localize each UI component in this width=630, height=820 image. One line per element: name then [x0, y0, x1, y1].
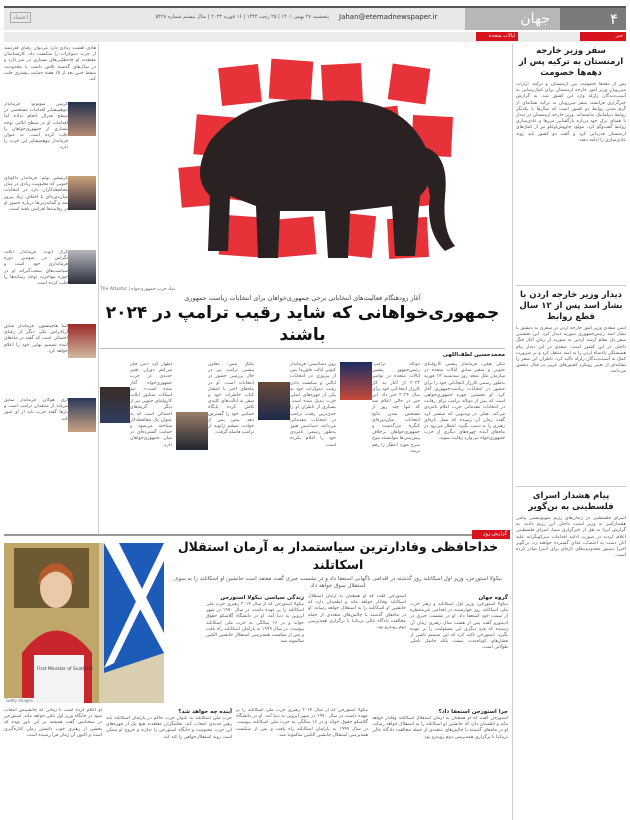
- subhead: زندگی سیاسی نیکولا استورجن: [220, 595, 304, 601]
- article-column: [206, 594, 304, 704]
- news-title: سفر وزیر خارجه ارمنستان به ترکیه پس از دهه‌ها خصومت: [518, 46, 624, 78]
- trump-photo: [340, 362, 372, 400]
- sidebar-profiles: [4, 46, 96, 530]
- sidebar-text: کریستی نوئم: فرماندار داکوتای جنوبی که محبوبیت زیادی در میان محافظه‌کاران دارد در انتخابات میان‌دوره‌ای با اختلاف زیاد پیروز شد و گمانه‌زنی‌ها درباره حضور او در رقابت‌ها افزایش یافته است.: [4, 176, 68, 213]
- profile-photo: [68, 398, 96, 432]
- profile-item: [4, 250, 96, 318]
- profile-photo: [68, 176, 96, 210]
- second-columns: [168, 594, 508, 704]
- photo-credit: Getty Images: [6, 698, 33, 703]
- news-body: پس از دهه‌ها خصومت بین ارمنستان و ترکیه، آرارات میرزویان وزیر امور خارجه ارمنستان برای کمک‌رسانی به آسیب‌دیدگان زلزله وارد این کشور شد. به گزارش خبرگزاری فرانسه، سفر میرزویان به ترکیه نشانه‌ای از گرم شدن روابط دو کشور است که سال‌ها با یکدیگر روابط دیپلماتیک نداشته‌اند. وزیر خارجه ارمنستان در دیدار با همتای ترک خود درباره بازگشایی مرزها و عادی‌سازی روابط گفت‌وگو کرد. مولود چاووش‌اوغلو نیز از کمک‌های ارمنستان قدردانی کرد و گفت دو کشور باید روند عادی‌سازی را ادامه دهند.: [516, 82, 626, 143]
- profile-photo: [68, 250, 96, 284]
- second-story-top: [168, 538, 508, 704]
- pence-photo: [176, 412, 208, 450]
- article-column-with-photo: [100, 362, 172, 532]
- column-divider: [98, 44, 99, 534]
- profile-item: [4, 176, 96, 244]
- elephant-collage-image: [100, 46, 505, 292]
- news-item: [516, 486, 626, 816]
- page-number: ۴: [560, 8, 626, 30]
- newspaper-logo: اعتماد: [10, 12, 31, 23]
- article-text: او اعلام کرده است تا زمانی که جانشینش انتخاب شود در جایگاه وزیر اول باقی خواهد ماند. استورجن در سخنانش گفت همیشه بر این باور بوده که بخشی از رهبری خوب دانستن زمان کناره‌گیری است و اکنون آن زمان فرا رسیده است.: [4, 708, 102, 738]
- article-text: نیکولا استورجن، وزیر اول اسکاتلند و رهبر حزب ملی اسکاتلند روز چهارشنبه در اقدامی غیرمنتظره از سمت خود استعفا داد. او در نشست خبری در ادینبورو گفت پس از هشت سال رهبری زمان آن رسیده که فرد دیگری این مسئولیت را بر عهده بگیرد. استورجن تاکید کرد که این تصمیم ناشی از فشارهای کوتاه‌مدت نیست بلکه حاصل تاملی طولانی است.: [410, 602, 508, 651]
- news-body: ایمن صفدی وزیر امور خارجه اردن در سفری به دمشق با بشار اسد رئیس‌جمهوری سوریه دیدار کرد. این نخستین سفر یک مقام ارشد اردنی به سوریه از زمان آغاز جنگ داخلی در این کشور است. صفدی در این دیدار پیام همبستگی پادشاه اردن را به اسد منتقل کرد و بر ضرورت کمک به آسیب‌دیدگان زلزله تاکید کرد. ناظران این سفر را نشانه‌ای از تغییر رویکرد کشورهای عربی در قبال دمشق می‌دانند.: [516, 326, 626, 375]
- issue-date: پنجشنبه ۲۷ بهمن ۱۴۰۱ | ۲۵ رجب ۱۴۴۴ | ۱۶ فوریه ۲۰۲۳ | سال بیستم شماره ۵۴۲۸: [155, 14, 329, 20]
- main-headline: جمهوری‌خواهانی که شاید رقیب ترامپ در ۲۰۲۴ باشند: [105, 303, 500, 345]
- article-column: [372, 708, 508, 816]
- section-title: جهان: [465, 8, 560, 30]
- article-text: مایک پنس: معاون پیشین ترامپ نیز در حال بررسی حضور در انتخابات است. او در ماه‌های اخیر با انتشار کتاب خاطرات خود و سفر به ایالت‌های کلیدی تلاش کرده پایگاه حمایتی خود را گسترش دهد. پنس پس از حوادث ششم ژانویه از ترامپ فاصله گرفت.: [208, 362, 254, 436]
- right-news-column: [516, 46, 626, 816]
- page-header: [4, 6, 626, 30]
- article-text: استورجن گفت که او همچنان به آرمان استقلال اسکاتلند وفادار خواهد ماند و اطمینان دارد که جانشین او اسکاتلند را به استقلال خواهد رساند. او در ماه‌های گذشته با چالش‌های متعددی از جمله مخالفت دادگاه عالی بریتانیا با برگزاری همه‌پرسی دوم روبه‌رو بود.: [308, 594, 406, 631]
- sidebar-text: آسا هاچینسون: فرماندار سابق آرکانزاس یکی دیگر از رقبای احتمالی است که گفته در ماه‌های آینده تصمیم نهایی خود را اعلام خواهد کرد.: [4, 324, 68, 354]
- sidebar-text: هادی اهمیت زیادی دارد می‌توان رقبای قدرتمند از حزب دموکرات را شکست داد. کارشناسان معتقدند او چاه‌طلبی‌های بسیاری در سر دارد و در سال‌های گذشته تلاش داشت با محدودیت سقط جنین بعد از ۱۵ هفته حمایت بیشتری جلب کند.: [4, 46, 96, 83]
- author-byline: محمدحسین لطف‌اللهی: [442, 352, 505, 358]
- article-text: دونالد ترامپ: رئیس‌جمهور پیشین ایالات متحده در نوامبر ۲۰۲۲ از آغاز به کار کارزار انتخاباتی خود برای سال ۲۰۲۴ خبر داد. این خبر در حالی اعلام شد که تنها چند روز از مشخص شدن نتایج انتخابات میان‌دوره‌ای کنگره می‌گذشت و جمهوری‌خواهان برخلاف پیش‌بینی‌ها نتوانستند موج سرخ مورد انتظار را رقم بزنند.: [372, 362, 420, 454]
- main-kicker: آغاز زودهنگام فعالیت‌های انتخاباتی برخی جمهوری‌خواهان برای انتخابات ریاست جمهوری: [184, 294, 421, 302]
- section-divider: [4, 534, 510, 536]
- tag-report: گزارش روز: [472, 530, 510, 539]
- article-column: [4, 708, 102, 816]
- news-item: [516, 285, 626, 481]
- main-story: [100, 294, 505, 532]
- sidebar-text: کریس سونونو: فرماندار نیوهمپشایر اقدامات مشخصی در سطح فدرال انجام نداده اما اقدامات او در سطح ایالتی توجه بسیاری از جمهوری‌خواهان را جلب کرده است. به عنوان فرماندار نیوهمپشایر این حزب را دارد.: [4, 102, 68, 151]
- article-column: [106, 708, 232, 816]
- profile-item: [4, 398, 96, 460]
- second-headline: خداحافظی وفادارترین سیاستمدار به آرمان استقلال اسکاتلند: [177, 539, 499, 572]
- news-body: اسرای فلسطینی در زندان‌های رژیم صهیونیستی پیامی هشدارآمیز به وزیر امنیت داخلی این رژیم دادند. به گزارش ایرنا به نقل از خبرگزاری سما، اسرای فلسطینی اعلام کردند در صورت ادامه اقدامات سرکوبگرانه علیه آنان دست به اعتصاب غذای گسترده خواهند زد. بن‌گویر اخیرا دستور محدودیت‌های تازه‌ای برای اسرا صادر کرده است.: [516, 516, 626, 559]
- byline: گروه جهان: [478, 595, 508, 601]
- headline-divider: [100, 348, 505, 349]
- desantis-photo: [258, 382, 290, 420]
- article-column-with-photo: [340, 362, 420, 532]
- article-text: نیکولا استورجن که از سال ۲۰۱۴ رهبری حزب ملی اسکاتلند را بر عهده داشت در سال ۱۹۷۰ در شهر ایروین به دنیا آمد. او در دانشگاه گلاسکو حقوق خواند و در ۱۶ سالگی به حزب ملی اسکاتلند پیوست. در سال ۱۹۹۹ به پارلمان اسکاتلند راه یافت و پس از شکست همه‌پرسی استقلال جانشین الکس سالموند شد.: [206, 602, 304, 645]
- article-column-with-photo: [176, 362, 254, 532]
- article-text: اظهار کرد «من فکر می‌کنم دوران تغییر جدیدی در حزب جمهوری‌خواه آغاز شده است». تیم اسکات سناتور ایالت کارولینای جنوبی نیز از دیگر گزینه‌های احتمالی است که به عنوان یک محافظه‌کار شناخته می‌شود و حمایت گسترده‌ای در میان جمهوری‌خواهان دارد.: [130, 362, 172, 448]
- image-caption: نماد حزب جمهوری‌خواه | The Atlantic: [100, 287, 176, 292]
- column-divider: [512, 44, 513, 820]
- profile-item: [4, 324, 96, 392]
- article-column: [308, 594, 406, 704]
- podium-sign: First Minister of Scotland: [37, 667, 93, 672]
- article-column-with-photo: [258, 362, 336, 532]
- news-item: [516, 46, 626, 280]
- second-kicker: نیکولا استورجن، وزیر اول اسکاتلند روز گذشته در اقدامی ناگهانی استعفا داد و در نشست خبری گفت معتقد است جانشین او اسکاتلند را به سوی استقلال سوق خواهد داد: [174, 576, 502, 589]
- scott-photo: [100, 387, 130, 423]
- profile-photo: [68, 102, 96, 136]
- article-column: [236, 708, 368, 816]
- news-title: پیام هشدار اسرای فلسطینی به بن‌گویر: [528, 491, 614, 512]
- article-text: حزب ملی اسکاتلند به عنوان حزب حاکم در پارلمان اسکاتلند باید رهبر جدیدی انتخاب کند. تحلیلگران معتقدند هیچ یک از چهره‌های این حزب محبوبیت و جایگاه استورجن را ندارند و خروج او ممکن است روند استقلال‌خواهی را کند کند.: [106, 716, 232, 740]
- tag-usa: ایالات متحده: [476, 32, 518, 41]
- subhead: آینده چه خواهد شد؟: [178, 709, 232, 715]
- main-columns: [100, 362, 505, 532]
- profile-photo: [68, 324, 96, 358]
- email-link[interactable]: Jahan@etemadnewspaper.ir: [339, 13, 438, 21]
- sidebar-text: گرگ ابوت: فرماندار ایالت تگزاس در سومین دوره فرمانداری خود است و سیاست‌های سخت‌گیرانه او در حوزه مهاجرت توجه رسانه‌ها را جلب کرده است.: [4, 250, 68, 287]
- article-text-continued: استورجن گفت که او همچنان به آرمان استقلال اسکاتلند وفادار خواهد ماند و اطمینان دارد که جانشین او اسکاتلند را به استقلال خواهد رساند. او در ماه‌های گذشته با چالش‌های متعددی از جمله مخالفت دادگاه عالی بریتانیا با برگزاری همه‌پرسی دوم روبه‌رو بود.: [372, 716, 508, 740]
- sturgeon-photo: [4, 543, 164, 703]
- profile-item: [4, 102, 96, 170]
- article-text: رون دسانتیس: فرماندار کنونی ایالت فلوریدا پس از پیروزی در انتخابات ایالتی و شکست دادن رقیب دموکرات خود به یکی از چهره‌های اصلی حزب تبدیل شده است. بسیاری از ناظران او را جدی‌ترین رقیب ترامپ در انتخابات مقدماتی می‌دانند. دسانتیس هنوز به‌طور رسمی نامزدی خود را اعلام نکرده است.: [290, 362, 336, 448]
- news-title: دیدار وزیر خارجه اردن با بشار اسد پس از ۱۲ سال قطع روابط: [519, 290, 623, 322]
- sidebar-text: لری هوگان: فرماندار سابق مریلند از منتقدان ترامپ است و بارها گفته حزب باید از او عبور کند.: [4, 398, 68, 422]
- subhead: چرا استورجن استعفا داد؟: [438, 709, 508, 715]
- article-column: [410, 594, 508, 704]
- article-column: نیکی هیلی، فرماندار پیشین کارولینای جنوبی و سفیر سابق ایالات متحده در سازمان ملل متحد روز سه‌شنبه ۱۴ فوریه به‌طور رسمی کارزار انتخاباتی خود را برای حضور در انتخابات ریاست‌جمهوری آغاز کرد. او نخستین چهره جمهوری‌خواهی است که پس از دونالد ترامپ برای رقابت در انتخابات مقدماتی حزب اعلام نامزدی می‌کند. هیلی در ویدیویی که منتشر کرد گفت زمان آن رسیده که نسل تازه‌ای رهبری را به دست بگیرد. انتظار می‌رود در ماه‌های آینده چهره‌های دیگری از حزب جمهوری‌خواه نیز وارد رقابت شوند.: [424, 362, 505, 442]
- article-text-continued: نیکولا استورجن که از سال ۲۰۱۴ رهبری حزب ملی اسکاتلند را بر عهده داشت در سال ۱۹۷۰ در شهر ایروین به دنیا آمد. او در دانشگاه گلاسکو حقوق خواند و در ۱۶ سالگی به حزب ملی اسکاتلند پیوست. در سال ۱۹۹۹ به پارلمان اسکاتلند راه یافت و پس از شکست همه‌پرسی استقلال جانشین الکس سالموند شد.: [236, 708, 368, 738]
- tag-news: خبر: [580, 32, 626, 41]
- tag-row: [4, 32, 626, 42]
